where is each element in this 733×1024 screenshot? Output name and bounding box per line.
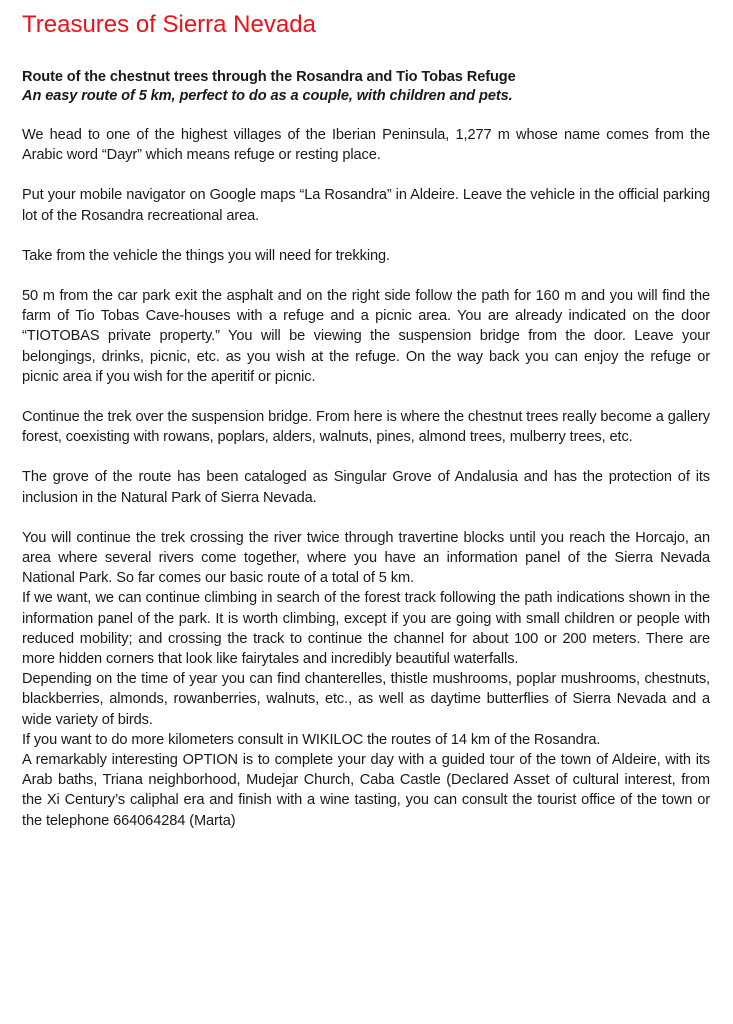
paragraph-horcajo: You will continue the trek crossing the river twice through travertine blocks until you reach the Horcajo, an area where several rivers come together, where you have an information panel of the Sierra Nevada National Park. So far comes our basic route of a total of 5 km.	[22, 529, 710, 587]
paragraph-trekking-gear: Take from the vehicle the things you will need for trekking.	[22, 247, 390, 264]
paragraph-wikiloc: If you want to do more kilometers consult in WIKILOC the routes of 14 km of the Rosandra.	[22, 731, 601, 748]
paragraph-village-intro: We head to one of the highest villages of the Iberian Peninsula, 1,277 m whose name comes from the Arabic word “Dayr” which means refuge or resting place.	[22, 127, 710, 164]
page-title: Treasures of Sierra Nevada	[22, 11, 316, 38]
document-page	[22, 10, 710, 831]
paragraph-navigation: Put your mobile navigator on Google maps “La Rosandra” in Aldeire. Leave the vehicle in the official parking lot of the Rosandra recreational area.	[22, 187, 710, 224]
paragraph-guided-tour: A remarkably interesting OPTION is to complete your day with a guided tour of the town of Aldeire, with its Arab baths, Triana neighborhood, Mudejar Church, Caba Castle (Declared Asset of cultural interest, from the Xi Century’s caliphal era and finish with a wine tasting, you can consult the tourist office of the town or the telephone 664064284 (Marta)	[22, 752, 710, 829]
paragraph-refuge: 50 m from the car park exit the asphalt and on the right side follow the path for 160 m and you will find the farm of Tio Tobas Cave-houses with a refuge and a picnic area. You are already indicated on the door “TIOTOBAS private property.” You will be viewing the suspension bridge from the door. Leave your belongings, drinks, picnic, etc. as you wish at the refuge. On the way back you can enjoy the refuge or picnic area if you wish for the aperitif or picnic.	[22, 288, 710, 385]
paragraph-forest-track: If we want, we can continue climbing in search of the forest track following the path indications shown in the information panel of the park. It is worth climbing, except if you are going with small children or people with reduced mobility; and crossing the track to continue the channel for about 100 or 200 meters. There are more hidden corners that look like fairytales and incredibly beautiful waterfalls.	[22, 590, 710, 668]
paragraph-suspension-bridge: Continue the trek over the suspension bridge. From here is where the chestnut trees really become a gallery forest, coexisting with rowans, poplars, alders, walnuts, pines, almond trees, mulberry trees, etc.	[22, 409, 710, 446]
paragraph-singular-grove: The grove of the route has been cataloged as Singular Grove of Andalusia and has the protection of its inclusion in the Natural Park of Sierra Nevada.	[22, 469, 710, 506]
route-tagline: An easy route of 5 km, perfect to do as a couple, with children and pets.	[22, 88, 513, 104]
route-subtitle: Route of the chestnut trees through the Rosandra and Tio Tobas Refuge	[22, 69, 516, 85]
paragraph-seasonal-finds: Depending on the time of year you can find chanterelles, thistle mushrooms, poplar mushrooms, chestnuts, blackberries, almonds, rowanberries, walnuts, etc., as well as daytime butterflies of Sierra Nevada and a wide variety of birds.	[22, 671, 710, 728]
